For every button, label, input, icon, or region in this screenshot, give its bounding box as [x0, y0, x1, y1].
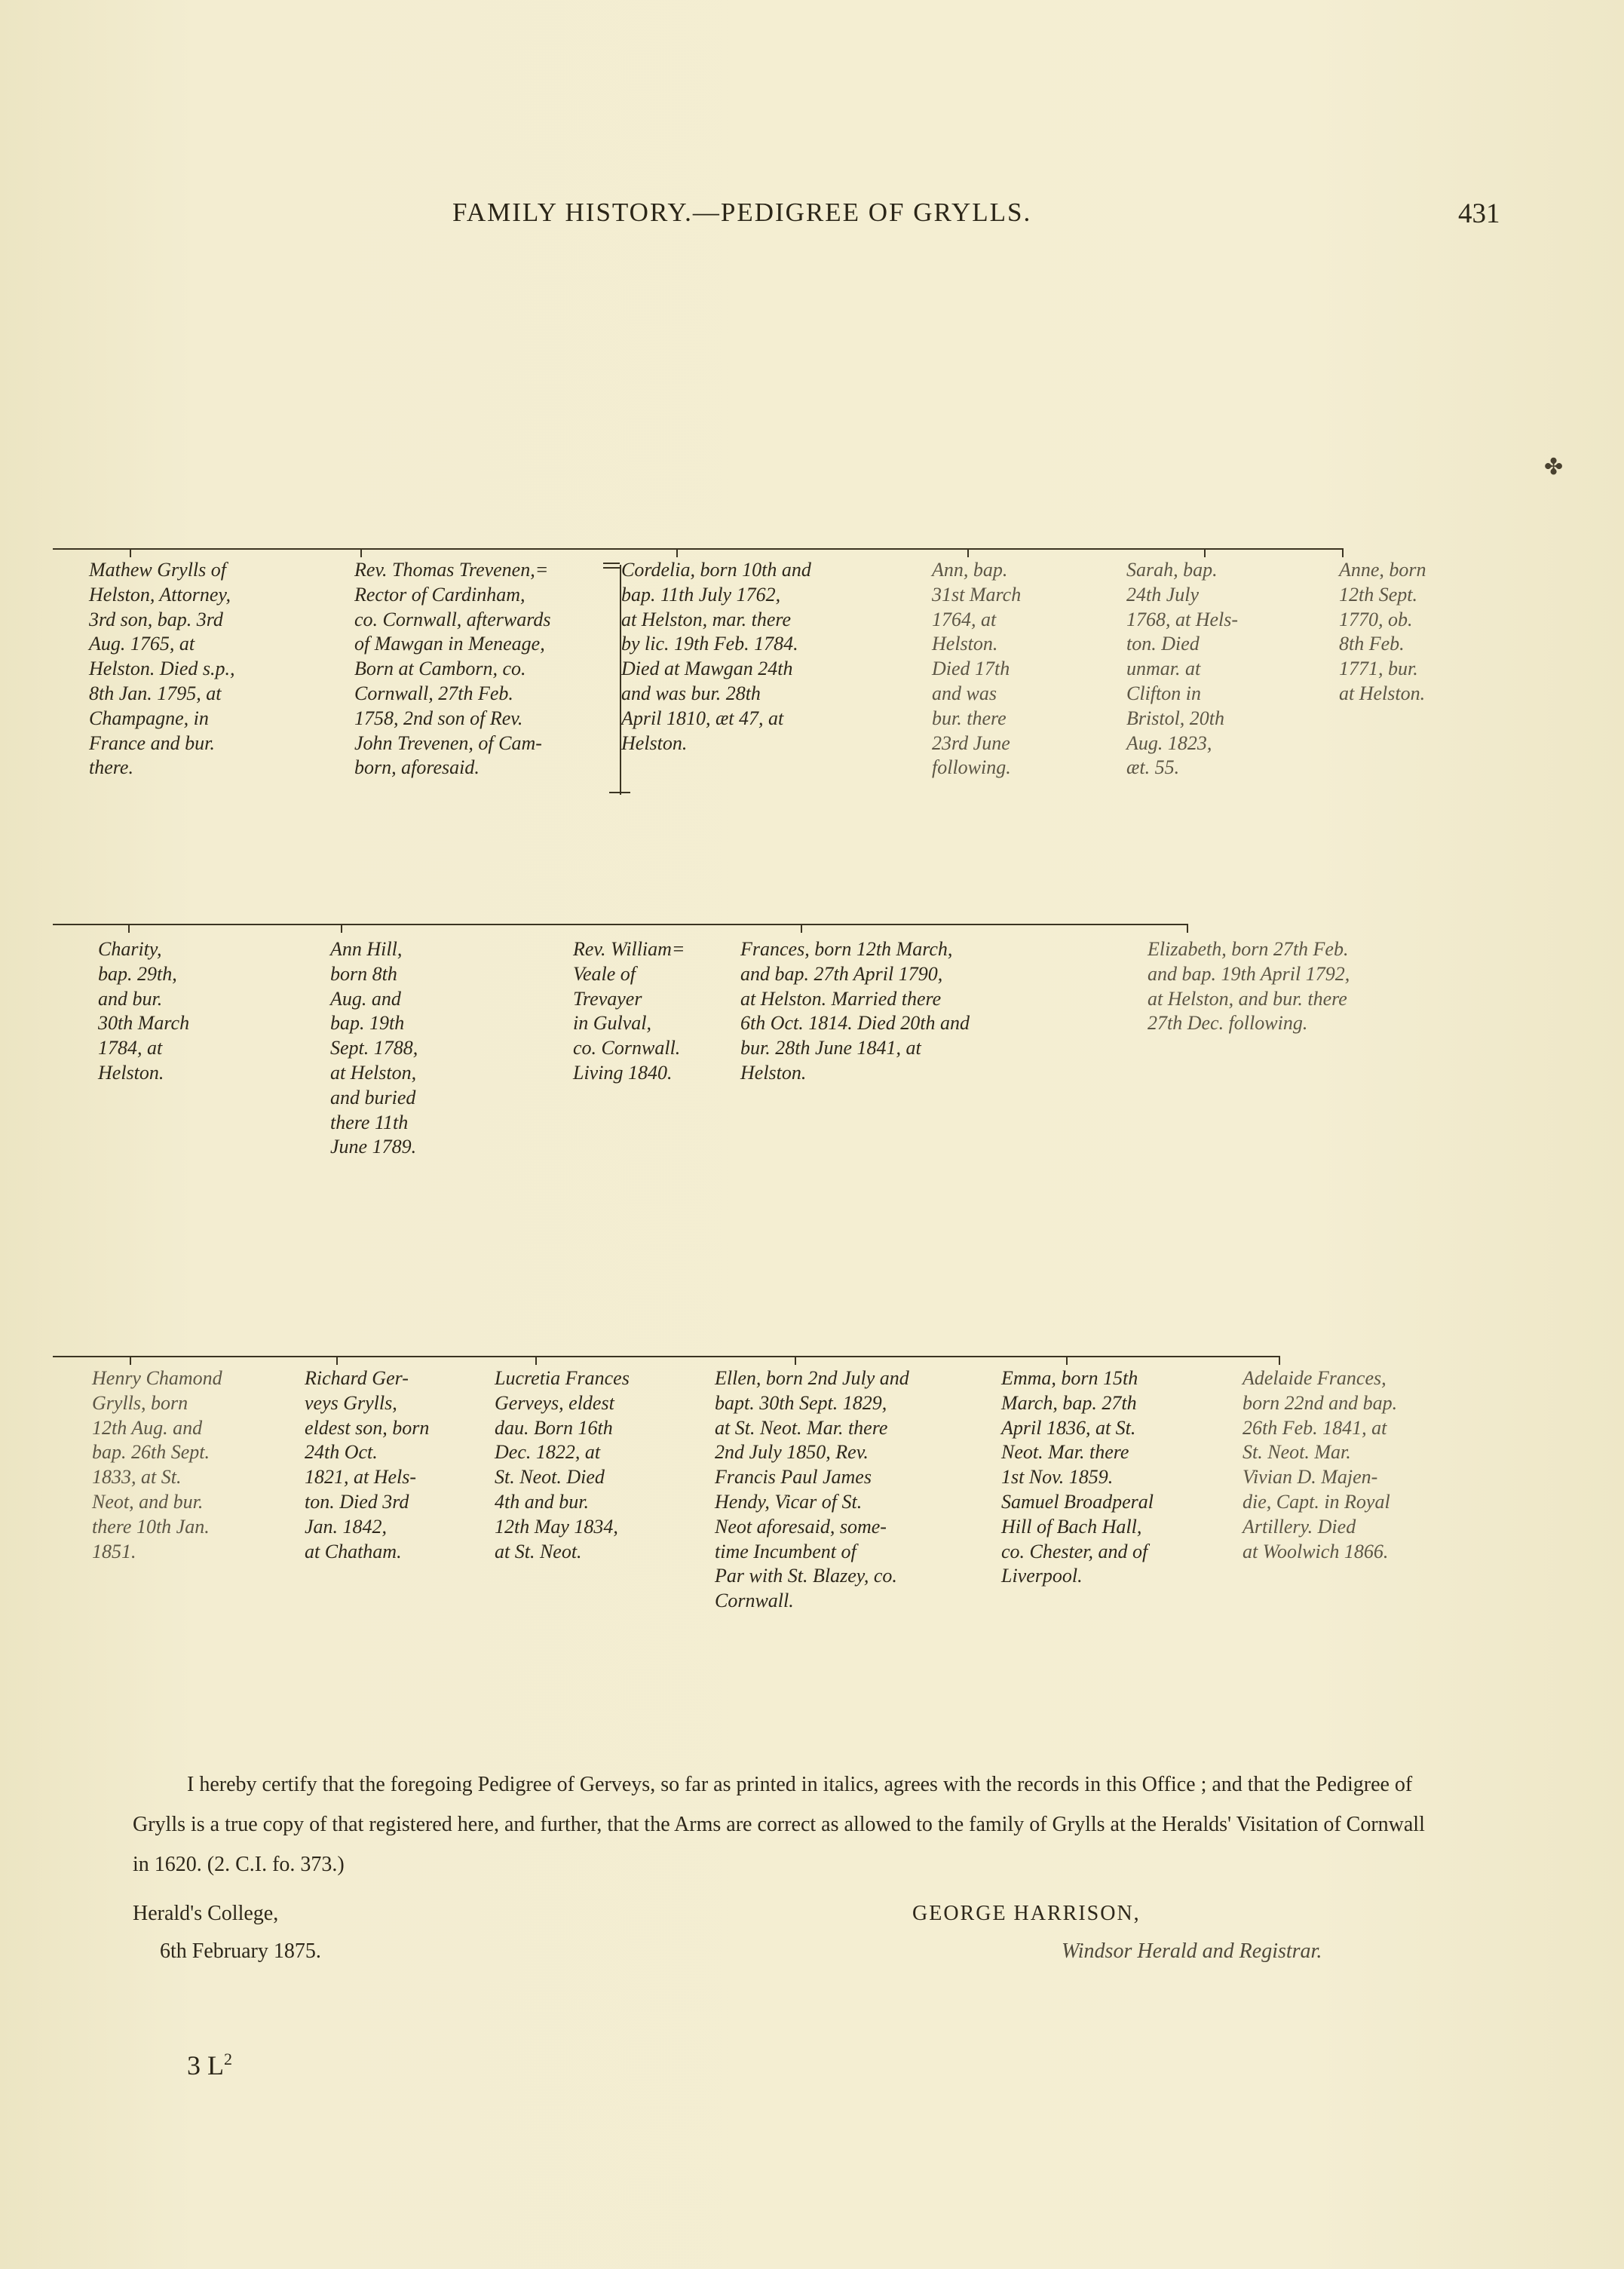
descent-tick: [1204, 548, 1206, 557]
descent-tick: [360, 548, 362, 557]
person-entry-charity: Charity, bap. 29th, and bur. 30th March 1784, at Helston.: [98, 938, 190, 1084]
person-entry-sarah: Sarah, bap. 24th July 1768, at Hels- ton. Died unmar. at Clifton in Bristol, 20th Aug. 1823, æt. 55.: [1126, 559, 1239, 779]
running-head: FAMILY HISTORY.—PEDIGREE OF GRYLLS.: [452, 198, 1032, 227]
person-entry-henry-chamond: Henry Chamond Grylls, born 12th Aug. and bap. 26th Sept. 1833, at St. Neot, and bur. there 10th Jan. 1851.: [92, 1367, 222, 1562]
ornament-mark: ✤: [1544, 455, 1564, 480]
issue-arrow: [609, 792, 630, 793]
marriage-sign: [603, 563, 620, 569]
person-entry-anne: Anne, born 12th Sept. 1770, ob. 8th Feb. 1771, bur. at Helston.: [1339, 559, 1426, 704]
person-entry-emma: Emma, born 15th March, bap. 27th April 1836, at St. Neot. Mar. there 1st Nov. 1859. Samuel Broadperal Hill of Bach Hall, co. Chester, and of Liverpool.: [1001, 1367, 1154, 1587]
pedigree-line-gen3: [53, 1356, 1280, 1357]
descent-tick: [967, 548, 969, 557]
descent-tick: [130, 548, 131, 557]
descent-tick: [1066, 1356, 1068, 1365]
descent-tick: [130, 1356, 131, 1365]
descent-tick: [128, 924, 130, 933]
person-entry-cordelia: Cordelia, born 10th and bap. 11th July 1762, at Helston, mar. there by lic. 19th Feb. 1784. Died at Mawgan 24th and was bur. 28th April 1810, æt 47, at Helston.: [621, 559, 811, 754]
certificate-date: 6th February 1875.: [160, 1939, 321, 1963]
certificate-signatory: GEORGE HARRISON,: [912, 1902, 1141, 1925]
person-entry-mathew-grylls: Mathew Grylls of Helston, Attorney, 3rd son, bap. 3rd Aug. 1765, at Helston. Died s.p., 8th Jan. 1795, at Champagne, in France and bur. there.: [89, 559, 235, 779]
descent-tick: [1187, 924, 1188, 933]
descent-tick: [801, 924, 802, 933]
page-number: 431: [1458, 198, 1500, 229]
person-entry-ann: Ann, bap. 31st March 1764, at Helston. Died 17th and was bur. there 23rd June following.: [932, 559, 1022, 779]
person-entry-ann-hill: Ann Hill, born 8th Aug. and bap. 19th Sept. 1788, at Helston, and buried there 11th June 1789.: [330, 938, 418, 1158]
certificate-signatory-title: Windsor Herald and Registrar.: [1062, 1939, 1322, 1963]
descent-tick: [676, 548, 678, 557]
person-entry-adelaide-frances: Adelaide Frances, born 22nd and bap. 26th Feb. 1841, at St. Neot. Mar. Vivian D. Majen- die, Capt. in Royal Artillery. Died at Woolwich 1866.: [1243, 1367, 1398, 1562]
descent-tick: [795, 1356, 796, 1365]
descent-tick: [1342, 548, 1344, 557]
descent-tick: [336, 1356, 338, 1365]
person-entry-william-veale: Rev. William= Veale of Trevayer in Gulval, co. Cornwall. Living 1840.: [573, 938, 685, 1084]
pedigree-line-gen1: [53, 548, 1344, 550]
person-entry-ellen: Ellen, born 2nd July and bapt. 30th Sept. 1829, at St. Neot. Mar. there 2nd July 1850, Rev. Francis Paul James Hendy, Vicar of St. Neot aforesaid, some- time Incumbent of Par with St. Blazey, co. Cornwall.: [715, 1367, 909, 1612]
descent-tick: [535, 1356, 537, 1365]
person-entry-frances: Frances, born 12th March, and bap. 27th April 1790, at Helston. Married there 6th Oct. 1814. Died 20th and bur. 28th June 1841, at Helston.: [740, 938, 970, 1084]
person-entry-richard-gerveys: Richard Ger- veys Grylls, eldest son, born 24th Oct. 1821, at Hels- ton. Died 3rd Jan. 1842, at Chatham.: [305, 1367, 430, 1562]
descent-tick: [341, 924, 342, 933]
pedigree-line-gen2: [53, 924, 1188, 925]
person-entry-elizabeth: Elizabeth, born 27th Feb. and bap. 19th April 1792, at Helston, and bur. there 27th Dec. following.: [1148, 938, 1350, 1035]
signature-mark: 3 $L^2$: [187, 2050, 232, 2080]
certificate-office: Herald's College,: [133, 1902, 279, 1925]
certificate-text: I hereby certify that the foregoing Pedigree of Gerveys, so far as printed in italics, agrees with the records in this Office ; and that the Pedigree of Grylls is a true copy of that registered here, and further, that the Arms are correct as allowed to the family of Grylls at the Heralds' Visitation of Cornwall in 1620. (2. C.I. fo. 373.): [133, 1773, 1425, 1876]
person-entry-lucretia-frances: Lucretia Frances Gerveys, eldest dau. Born 16th Dec. 1822, at St. Neot. Died 4th and bur. 12th May 1834, at St. Neot.: [495, 1367, 630, 1562]
person-entry-thomas-trevenen: Rev. Thomas Trevenen,= Rector of Cardinham, co. Cornwall, afterwards of Mawgan in Meneage, Born at Camborn, co. Cornwall, 27th Feb. 1758, 2nd son of Rev. John Trevenen, of Cam- born, aforesaid.: [354, 559, 551, 779]
descent-tick: [1279, 1356, 1280, 1365]
